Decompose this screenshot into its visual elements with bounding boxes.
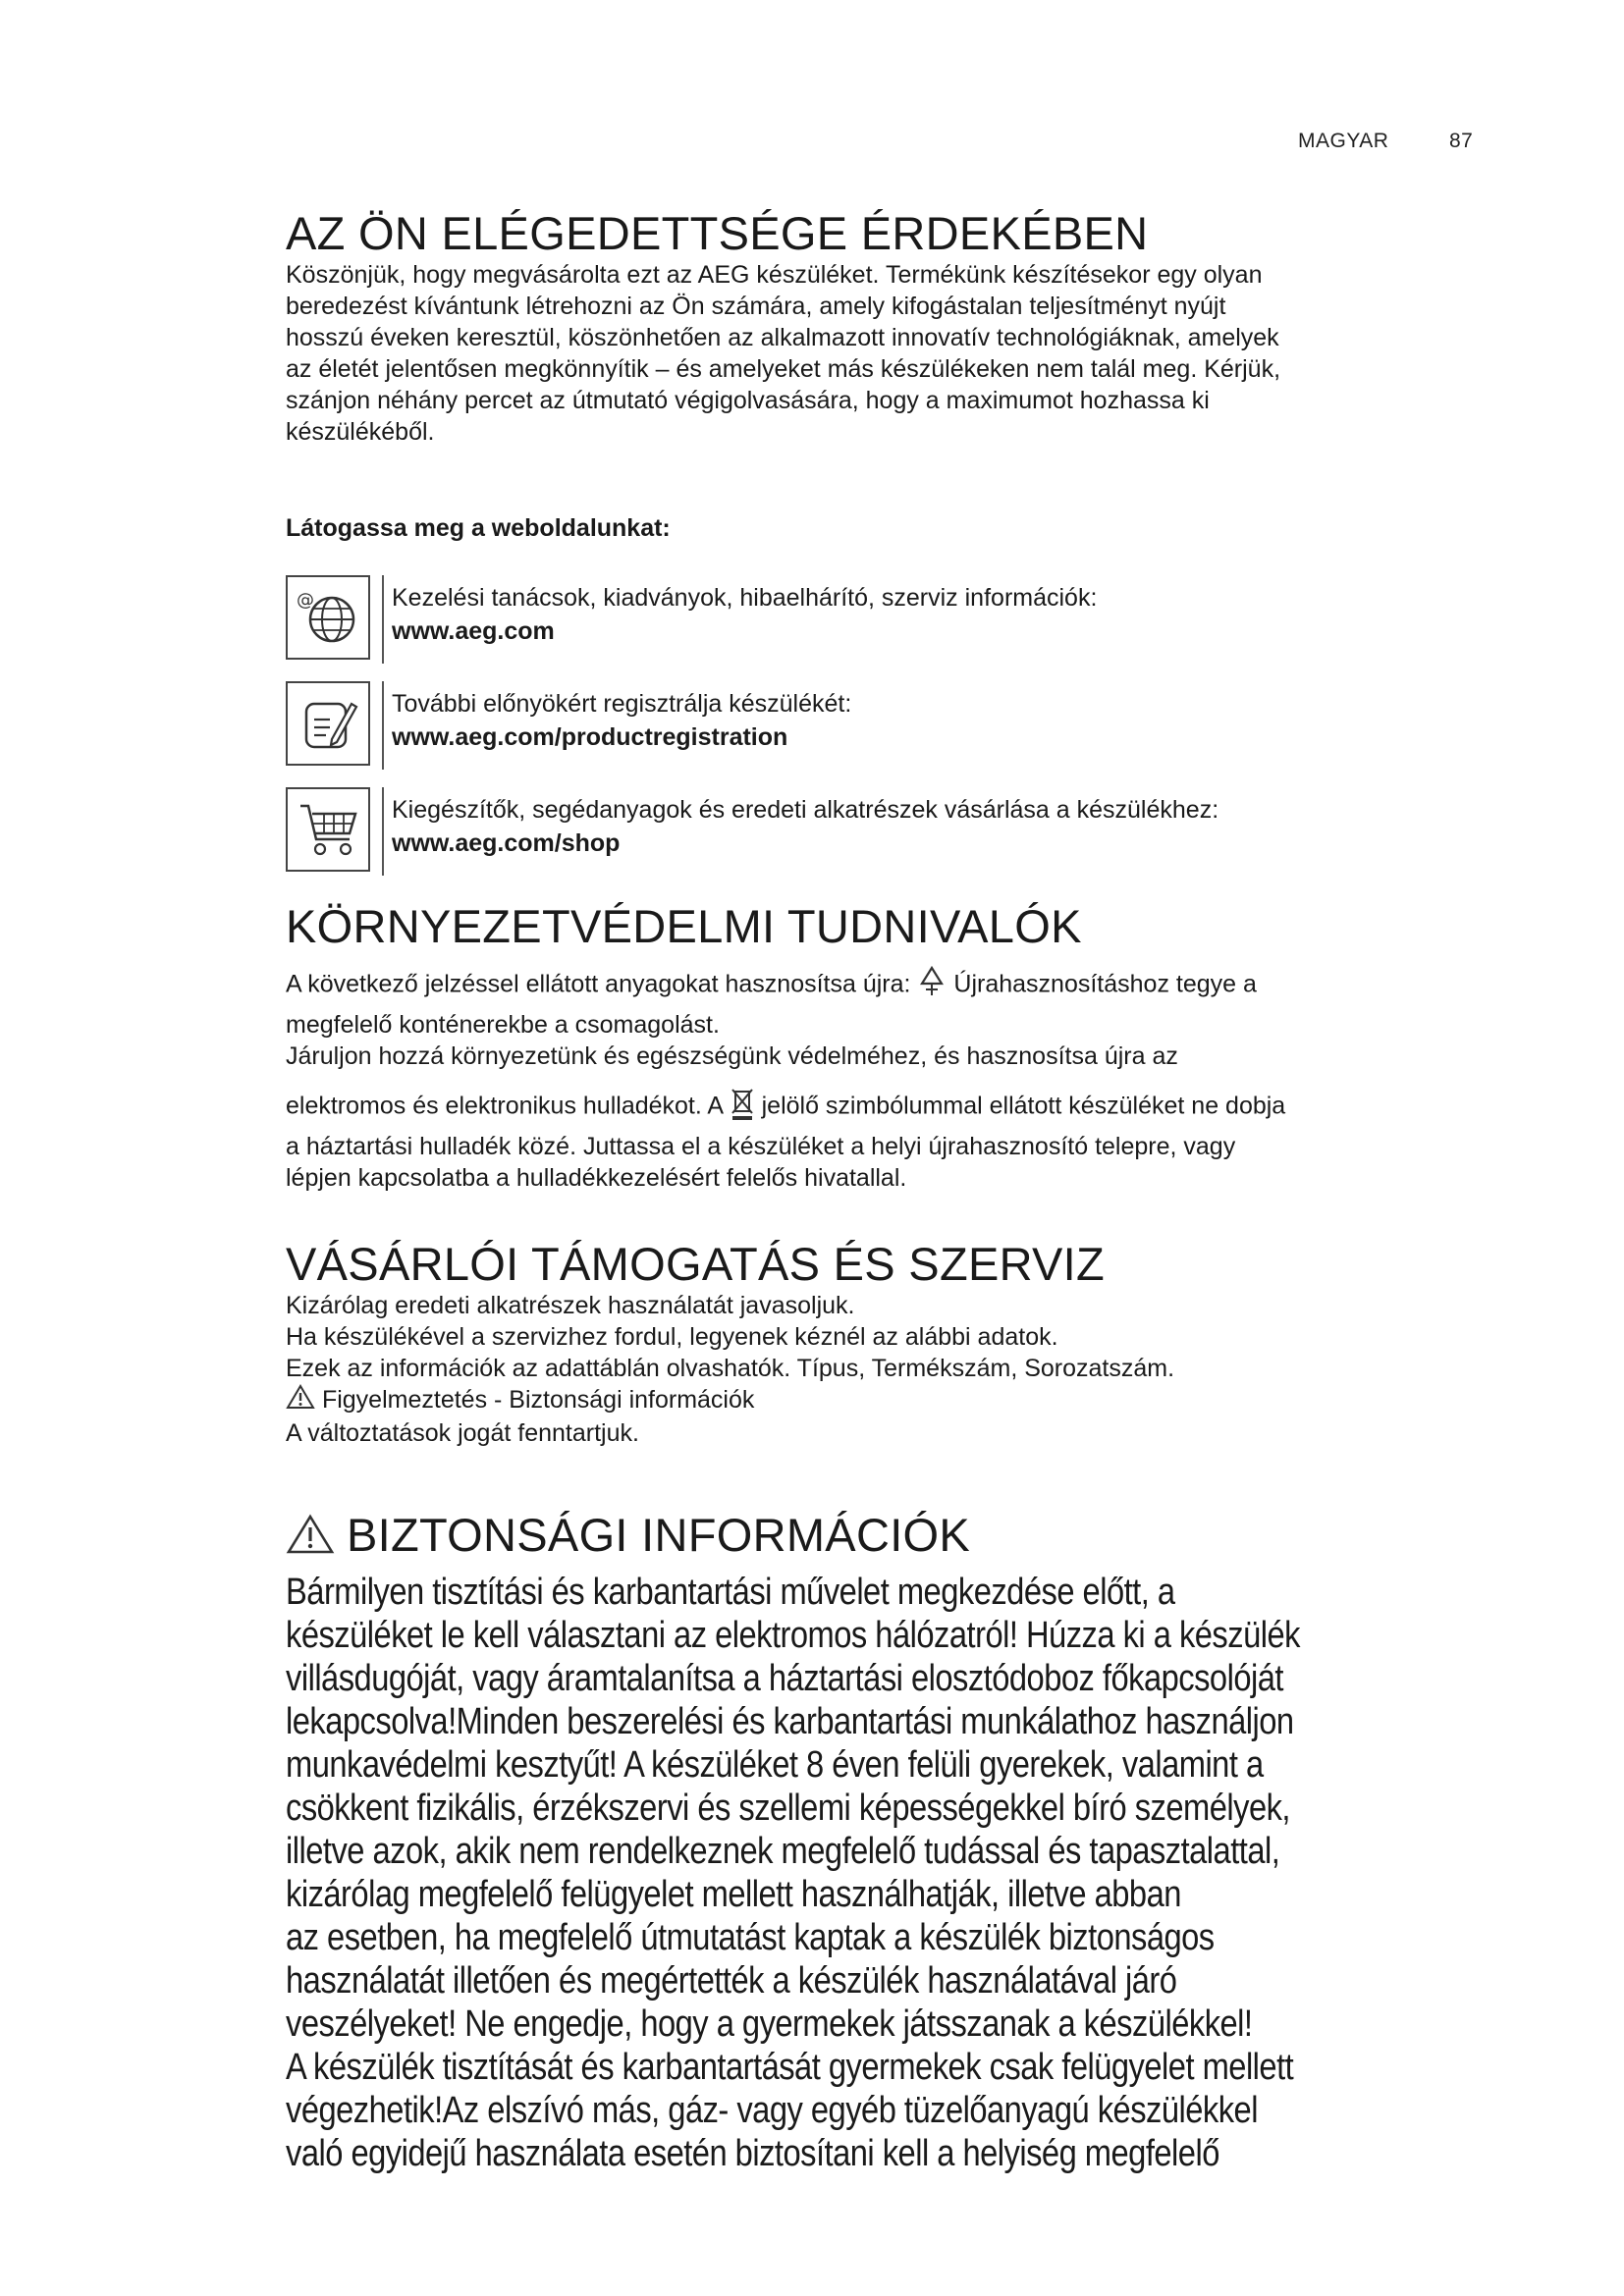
intro-section bbox=[286, 208, 1493, 448]
svg-text:@: @ bbox=[297, 590, 314, 611]
intro-line: az életét jelentősen megkönnyítik – és amelyeket más készülékeken nem talál meg. Kérjük, bbox=[286, 355, 1281, 383]
safety-line: Bármilyen tisztítási és karbantartási művelet megkezdése előtt, a bbox=[286, 1572, 1175, 1613]
cart-icon bbox=[286, 787, 370, 872]
support-line: Ezek az információk az adattáblán olvashatók. Típus, Termékszám, Sorozatszám. bbox=[286, 1355, 1175, 1382]
link-divider bbox=[382, 787, 384, 876]
link-row-support bbox=[286, 575, 1493, 666]
header-language: MAGYAR bbox=[1298, 130, 1389, 152]
support-warning-text: Figyelmeztetés - Biztonsági információk bbox=[321, 1386, 755, 1414]
environment-title: KÖRNYEZETVÉDELMI TUDNIVALÓK bbox=[286, 900, 1082, 952]
safety-line: kizárólag megfelelő felügyelet mellett használhatják, illetve abban bbox=[286, 1874, 1181, 1915]
support-url-link[interactable]: www.aeg.com bbox=[392, 617, 555, 645]
link-description: További előnyökért regisztrálja készülékét: bbox=[392, 690, 852, 718]
safety-line: végezhetik!Az elszívó más, gáz- vagy egyéb tüzelőanyagú készülékkel bbox=[286, 2090, 1258, 2131]
intro-line: beredezést kívántunk létrehozni az Ön számára, amely kifogástalan teljesítményt nyújt bbox=[286, 293, 1226, 320]
shop-url-link[interactable]: www.aeg.com/shop bbox=[392, 829, 621, 857]
visit-website-label: Látogassa meg a weboldalunkat: bbox=[286, 514, 671, 542]
safety-line: illetve azok, akik nem rendelkeznek megfelelő tudással és tapasztalattal, bbox=[286, 1831, 1280, 1872]
intro-line: szánjon néhány percet az útmutató végigolvasására, hogy a maximumot hozhassa ki bbox=[286, 387, 1210, 414]
link-divider bbox=[382, 575, 384, 664]
safety-line: használatát illetően és megértették a készülék használatával járó bbox=[286, 1960, 1177, 2002]
safety-line: A készülék tisztítását és karbantartását gyermekek csak felügyelet mellett bbox=[286, 2047, 1294, 2088]
environment-line bbox=[286, 962, 1493, 1009]
link-text-block bbox=[392, 687, 851, 754]
environment-text: elektromos és elektronikus hulladékot. A bbox=[286, 1092, 723, 1120]
link-row-registration bbox=[286, 681, 1493, 772]
page-number: 87 bbox=[1449, 130, 1474, 152]
intro-line: hosszú éveken keresztül, köszönhetően az alkalmazott innovatív technológiáknak, amelyek bbox=[286, 324, 1279, 351]
link-text-block bbox=[392, 793, 1218, 860]
safety-line: veszélyeket! Ne engedje, hogy a gyermekek játsszanak a készülékkel! bbox=[286, 2003, 1253, 2045]
environment-text: Újrahasznosításhoz tegye a bbox=[953, 970, 1257, 998]
support-line: A változtatások jogát fenntartjuk. bbox=[286, 1419, 639, 1448]
registration-icon bbox=[286, 681, 370, 766]
support-line: Kizárólag eredeti alkatrészek használatát javasoljuk. bbox=[286, 1292, 855, 1319]
environment-line: lépjen kapcsolatba a hulladékkezelésért felelős hivatallal. bbox=[286, 1164, 907, 1192]
link-text-block bbox=[392, 581, 1097, 648]
environment-section bbox=[286, 901, 1493, 1194]
safety-line: csökkent fizikális, érzékszervi és szellemi képességekkel bíró személyek, bbox=[286, 1788, 1290, 1829]
safety-title: BIZTONSÁGI INFORMÁCIÓK bbox=[347, 1509, 971, 1561]
safety-line: való egyidejű használata esetén biztosítani kell a helyiség megfelelő bbox=[286, 2133, 1219, 2174]
environment-line bbox=[286, 1084, 1493, 1131]
intro-line: készülékéből. bbox=[286, 418, 435, 446]
safety-body bbox=[286, 1571, 1493, 2175]
environment-text: jelölő szimbólummal ellátott készüléket ne dobja bbox=[761, 1092, 1286, 1120]
registration-url-link[interactable]: www.aeg.com/productregistration bbox=[392, 723, 788, 751]
intro-title: AZ ÖN ELÉGEDETTSÉGE ÉRDEKÉBEN bbox=[286, 207, 1149, 259]
crossed-bin-icon bbox=[730, 1084, 755, 1131]
warning-icon bbox=[286, 1384, 315, 1417]
globe-icon bbox=[286, 575, 370, 660]
support-section bbox=[286, 1239, 1493, 1449]
recycle-icon bbox=[917, 962, 947, 1009]
link-description: Kezelési tanácsok, kiadványok, hibaelhárító, szerviz információk: bbox=[392, 584, 1098, 612]
intro-line: Köszönjük, hogy megvásárolta ezt az AEG készüléket. Termékünk készítésekor egy olyan bbox=[286, 261, 1263, 289]
link-row-shop bbox=[286, 787, 1493, 878]
safety-line: villásdugóját, vagy áramtalanítsa a háztartási elosztódoboz főkapcsolóját bbox=[286, 1658, 1283, 1699]
link-description: Kiegészítők, segédanyagok és eredeti alkatrészek vásárlása a készülékhez: bbox=[392, 796, 1219, 824]
support-line bbox=[286, 1384, 1493, 1417]
support-title: VÁSÁRLÓI TÁMOGATÁS ÉS SZERVIZ bbox=[286, 1238, 1106, 1290]
environment-line: megfelelő konténerekbe a csomagolást. bbox=[286, 1011, 720, 1039]
link-divider bbox=[382, 681, 384, 770]
support-line: Ha készülékével a szervizhez fordul, legyenek kéznél az alábbi adatok. bbox=[286, 1323, 1058, 1351]
safety-section bbox=[286, 1510, 1493, 2175]
safety-line: az esetben, ha megfelelő útmutatást kaptak a készülék biztonságos bbox=[286, 1917, 1215, 1958]
safety-heading bbox=[286, 1510, 1493, 1565]
safety-line: lekapcsolva!Minden beszerelési és karbantartási munkálathoz használjon bbox=[286, 1701, 1294, 1742]
warning-icon bbox=[286, 1514, 335, 1565]
environment-line: a háztartási hulladék közé. Juttassa el a készüléket a helyi újrahasznosító telepre, vagy bbox=[286, 1133, 1236, 1160]
environment-text: A következő jelzéssel ellátott anyagokat hasznosítsa újra: bbox=[286, 970, 911, 998]
safety-line: készüléket le kell választani az elektromos hálózatról! Húzza ki a készülék bbox=[286, 1615, 1300, 1656]
safety-line: munkavédelmi kesztyűt! A készüléket 8 éven felüli gyerekek, valamint a bbox=[286, 1744, 1264, 1786]
environment-line: Járuljon hozzá környezetünk és egészségünk védelméhez, és hasznosítsa újra az bbox=[286, 1042, 1178, 1070]
